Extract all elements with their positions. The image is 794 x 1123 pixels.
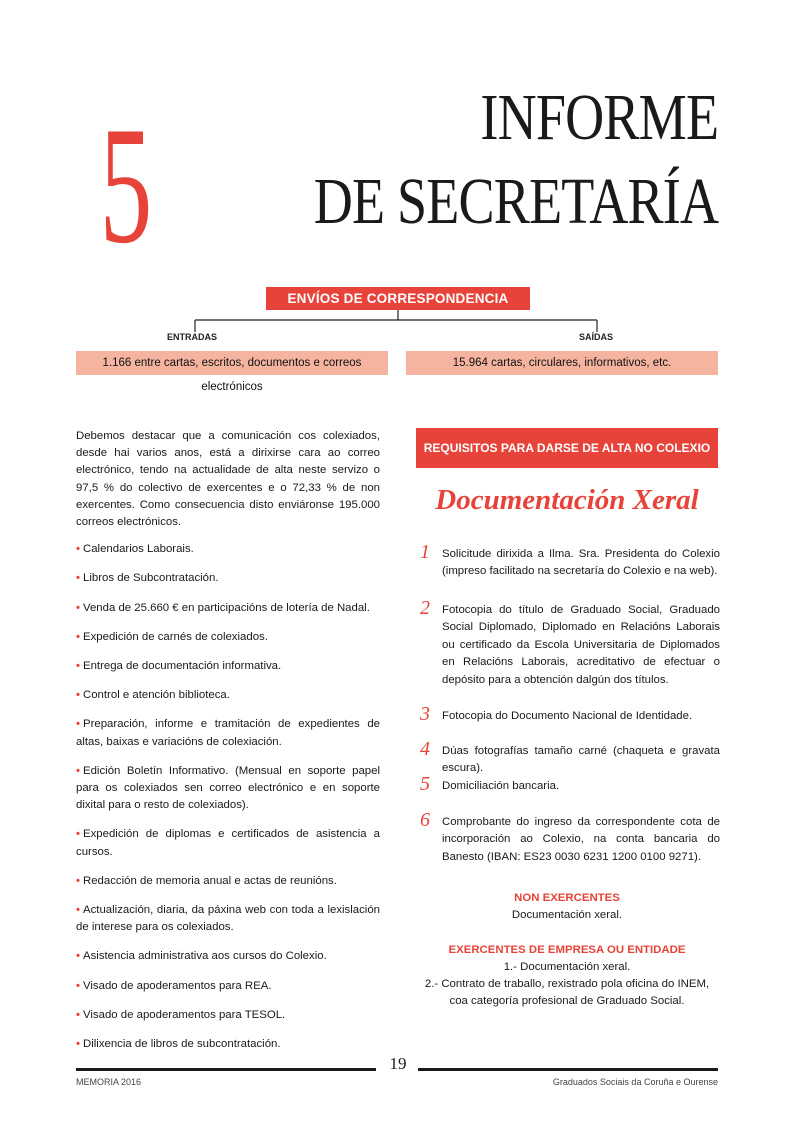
bullet-icon: • xyxy=(76,660,80,673)
task-item xyxy=(76,658,380,675)
page-number: 19 xyxy=(389,1054,407,1073)
task-text: Entrega de documentación informativa. xyxy=(83,660,282,673)
bullet-icon: • xyxy=(76,601,80,614)
task-text: Redacción de memoria anual e actas de reunións. xyxy=(83,874,337,887)
task-text: Dilixencia de libros de subcontratación. xyxy=(83,1038,281,1051)
task-text: Asistencia administrativa aos cursos do Colexio. xyxy=(83,950,327,963)
task-item xyxy=(76,716,380,750)
requirement-text: Dúas fotografías tamaño carné (chaqueta e gravata escura). xyxy=(442,745,720,775)
requirement-item xyxy=(420,738,720,778)
requirement-item xyxy=(420,703,720,725)
bullet-icon: • xyxy=(76,718,80,731)
task-text: Visado de apoderamentos para TESOL. xyxy=(83,1008,286,1021)
non-exercentes-section xyxy=(416,890,718,924)
title-line-1: INFORME xyxy=(480,81,718,154)
exercentes-line-2: 2.- Contrato de traballo, rexistrado pola oficina do INEM, xyxy=(424,978,710,990)
bullet-icon: • xyxy=(76,950,80,963)
bullet-icon: • xyxy=(76,979,80,992)
footer-left-text: MEMORIA 2016 xyxy=(76,1077,142,1087)
task-item xyxy=(76,570,380,587)
task-item xyxy=(76,826,380,860)
exercentes-line-1: 1.- Documentación xeral. xyxy=(503,961,631,973)
requirement-text: Comprobante do ingreso da correspondente cota de incorporación ao Colexio, na conta bancaria do Banesto (IBAN: ES23 0030 6231 1200 0100 9271). xyxy=(442,816,720,863)
bullet-icon: • xyxy=(76,764,80,777)
requirement-number: 4 xyxy=(420,738,430,760)
task-text: Edición Boletín Informativo. (Mensual en soporte papel para os colexiados sen correo electrónico e en soporte dixital para o resto de colexiados). xyxy=(76,764,380,812)
task-item xyxy=(76,541,380,558)
bullet-icon: • xyxy=(76,828,80,841)
secretaria-tasks xyxy=(76,428,380,1065)
task-text: Venda de 25.660 € en participacións de lotería de Nadal. xyxy=(83,601,370,614)
task-item xyxy=(76,600,380,617)
requirement-number: 3 xyxy=(420,703,430,725)
footer-rule-left xyxy=(76,1068,376,1071)
task-item xyxy=(76,948,380,965)
exercentes-empresa-title: EXERCENTES DE EMPRESA OU ENTIDADE xyxy=(448,944,686,956)
requirement-number: 1 xyxy=(420,541,430,563)
bullet-icon: • xyxy=(76,874,80,887)
entradas-label: ENTRADAS xyxy=(167,332,218,342)
task-text: Expedición de carnés de colexiados. xyxy=(83,630,268,643)
bullet-icon: • xyxy=(76,1038,80,1051)
saidas-label: SAÍDAS xyxy=(579,332,614,342)
requirement-item xyxy=(420,541,720,581)
chapter-number xyxy=(96,78,156,253)
requisitos-header: REQUISITOS PARA DARSE DE ALTA NO COLEXIO xyxy=(416,428,718,468)
task-item xyxy=(76,1036,380,1053)
requirement-number: 2 xyxy=(420,597,430,619)
requirement-text: Domiciliación bancaria. xyxy=(442,780,560,792)
requirement-text: Fotocopia do título de Graduado Social, Graduado Social Diplomado, Diplomado en Relacións Laborais ou certificado da Escola Universitaria de Diplomados en Relacións Laborais, acreditativo de efectuar o depósito para a obtención dalgún dos títulos. xyxy=(442,604,720,686)
task-item xyxy=(76,629,380,646)
bullet-icon: • xyxy=(76,543,80,556)
intro-paragraph: Debemos destacar que a comunicación cos colexiados, desde hai varios anos, está a dirixirse cara ao correo electrónico, tendo na actualidade de alta neste servizo o 97,5 % do colectivo de exercentes e o 72,33 % de non exercentes. Como consecuencia disto enviáronse 195.000 correos electrónicos. xyxy=(76,430,380,529)
documentacion-xeral-title: Documentación Xeral xyxy=(435,484,699,516)
task-item xyxy=(76,902,380,936)
footer-rule-right xyxy=(418,1068,718,1071)
task-item xyxy=(76,873,380,890)
requirement-item xyxy=(420,597,720,689)
task-item xyxy=(76,687,380,704)
task-item xyxy=(76,763,380,815)
task-text: Actualización, diaria, da páxina web con toda a lexislación de interese para os colexiados. xyxy=(76,904,380,934)
task-text: Libros de Subcontratación. xyxy=(83,572,219,585)
exercentes-empresa-section xyxy=(416,942,718,1010)
task-text: Preparación, informe e tramitación de expedientes de altas, baixas e variacións de colexiación. xyxy=(76,718,380,748)
bullet-icon: • xyxy=(76,630,80,643)
requirement-item xyxy=(420,773,720,795)
bullet-icon: • xyxy=(76,689,80,702)
chapter-title xyxy=(225,76,718,244)
non-exercentes-title: NON EXERCENTES xyxy=(514,892,620,904)
exercentes-line-3: coa categoría profesional de Graduado Social. xyxy=(449,995,685,1007)
task-text: Visado de apoderamentos para REA. xyxy=(83,979,272,992)
task-text: Calendarios Laborais. xyxy=(83,543,194,556)
bullet-icon: • xyxy=(76,572,80,585)
requirement-item xyxy=(420,809,720,866)
task-text: Control e atención biblioteca. xyxy=(83,689,230,702)
non-exercentes-line: Documentación xeral. xyxy=(511,909,623,921)
requirement-text: Solicitude dirixida a Ilma. Sra. Presidenta do Colexio (impreso facilitado na secretaría do Colexio e na web). xyxy=(442,548,720,578)
saidas-box: 15.964 cartas, circulares, informativos, etc. xyxy=(406,351,718,375)
task-text: Expedición de diplomas e certificados de asistencia a cursos. xyxy=(76,828,380,858)
task-item xyxy=(76,978,380,995)
correspondence-header: ENVÍOS DE CORRESPONDENCIA xyxy=(266,287,530,310)
svg-text:5: 5 xyxy=(99,92,153,253)
bullet-icon: • xyxy=(76,1008,80,1021)
task-item xyxy=(76,1007,380,1024)
requirement-number: 5 xyxy=(420,773,430,795)
entradas-box: 1.166 entre cartas, escritos, documentos e correos electrónicos xyxy=(76,351,388,375)
title-line-2: DE SECRETARÍA xyxy=(313,165,718,238)
footer-right-text: Graduados Sociais da Coruña e Ourense xyxy=(552,1077,718,1087)
requirement-text: Fotocopia do Documento Nacional de Identidade. xyxy=(442,710,693,722)
tasks-list xyxy=(76,541,380,1053)
requirement-number: 6 xyxy=(420,809,430,831)
bullet-icon: • xyxy=(76,904,80,917)
